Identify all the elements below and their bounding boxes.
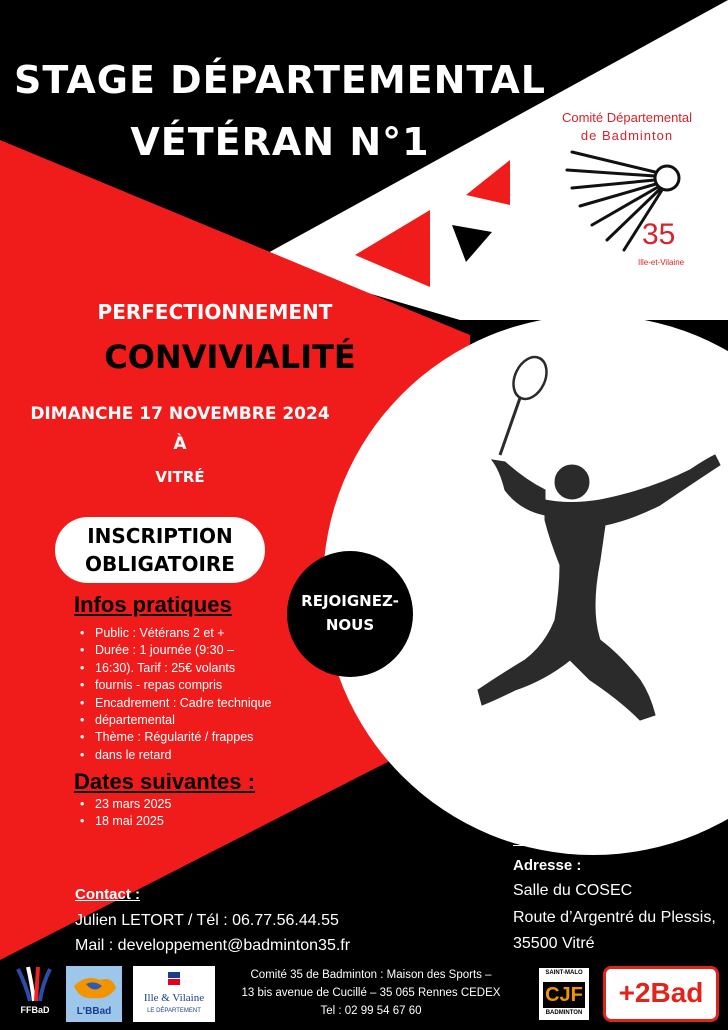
plus2bad-label: +2Bad bbox=[618, 977, 704, 1008]
ille-vilaine-emblem-icon bbox=[133, 966, 215, 992]
cjf-bottom-label: BADMINTON bbox=[545, 1010, 583, 1016]
inscription-line-1: INSCRIPTION bbox=[87, 524, 233, 548]
dates-item: • 23 mars 2025 bbox=[80, 796, 171, 813]
infos-item: • fournis - repas compris bbox=[80, 677, 272, 694]
lbbad-label: L'BBad bbox=[76, 1006, 112, 1017]
infos-item: • Public : Vétérans 2 et + bbox=[80, 625, 272, 642]
infos-item: • départemental bbox=[80, 712, 272, 729]
infos-item: • Thème : Régularité / frappes bbox=[80, 729, 272, 746]
adresse-title: Adresse : bbox=[513, 857, 582, 874]
footer-line-1: Comité 35 de Badminton : Maison des Sports – bbox=[250, 969, 492, 981]
headline-date: DIMANCHE 17 NOVEMBRE 2024 bbox=[30, 404, 330, 424]
ille-vilaine-sublabel: LE DÉPARTEMENT bbox=[147, 1008, 201, 1014]
contact-title: Contact : bbox=[75, 886, 140, 903]
adresse-line-3: 35500 Vitré bbox=[513, 935, 595, 952]
dates-list bbox=[80, 796, 171, 831]
comite-logo-line-1: Comité Départemental bbox=[561, 110, 693, 125]
headline-a: À bbox=[173, 434, 187, 454]
title-line-2: VÉTÉRAN N°1 bbox=[130, 120, 430, 164]
dates-item: • 18 mai 2025 bbox=[80, 813, 171, 830]
footer-address bbox=[226, 966, 516, 1020]
title-line-1: STAGE DÉPARTEMENTAL bbox=[14, 58, 546, 102]
ffbad-emblem-icon bbox=[12, 965, 58, 1005]
adresse-line-1: Salle du COSEC bbox=[513, 882, 633, 899]
infos-list bbox=[80, 625, 272, 764]
footer-line-3: Tel : 02 99 54 67 60 bbox=[320, 1005, 422, 1017]
join-line-1: REJOIGNEZ- bbox=[301, 592, 399, 610]
comite-logo-number: 35 bbox=[642, 218, 676, 251]
lbbad-logo bbox=[66, 966, 122, 1022]
inscription-badge bbox=[55, 517, 265, 583]
infos-item: • dans le retard bbox=[80, 747, 272, 764]
footer-line-2: 13 bis avenue de Cucillé – 35 065 Rennes CEDEX bbox=[241, 987, 501, 999]
contact-name-phone: Julien LETORT / Tél : 06.77.56.44.55 bbox=[75, 912, 339, 929]
infos-title: Infos pratiques bbox=[74, 592, 232, 617]
infos-item: • 16:30). Tarif : 25€ volants bbox=[80, 660, 272, 677]
contact-mail: Mail : developpement@badminton35.fr bbox=[75, 937, 351, 954]
comite-logo bbox=[552, 110, 702, 280]
inscription-line-2: OBLIGATOIRE bbox=[85, 552, 235, 576]
ille-vilaine-label: Ille & Vilaine bbox=[143, 992, 205, 1004]
infos-item: • Durée : 1 journée (9:30 – bbox=[80, 642, 272, 659]
cjf-label: CJF bbox=[543, 982, 585, 1008]
ffbad-label: FFBaD bbox=[20, 1005, 50, 1015]
plus2bad-logo bbox=[603, 966, 719, 1022]
shuttlecock-icon bbox=[552, 110, 702, 280]
join-badge bbox=[287, 551, 413, 677]
lbbad-map-icon bbox=[66, 966, 122, 1006]
adresse-line-2: Route d’Argentré du Plessis, bbox=[513, 909, 716, 926]
cjf-logo bbox=[537, 966, 591, 1022]
ffbad-logo bbox=[12, 965, 58, 1021]
cjf-top-label: SAINT-MALO bbox=[545, 970, 583, 976]
adresse-divider bbox=[513, 845, 585, 846]
ille-vilaine-logo bbox=[133, 966, 215, 1022]
dates-title: Dates suivantes : bbox=[74, 769, 255, 794]
comite-logo-region: Ille-et-Vilaine bbox=[638, 258, 685, 267]
join-line-2: NOUS bbox=[325, 616, 375, 634]
headline-perfectionnement: PERFECTIONNEMENT bbox=[97, 300, 333, 324]
headline-convivialite: CONVIVIALITÉ bbox=[104, 338, 356, 376]
comite-logo-line-2: de Badminton bbox=[580, 128, 674, 143]
infos-item: • Encadrement : Cadre technique bbox=[80, 695, 272, 712]
headline-city: VITRÉ bbox=[155, 468, 205, 486]
